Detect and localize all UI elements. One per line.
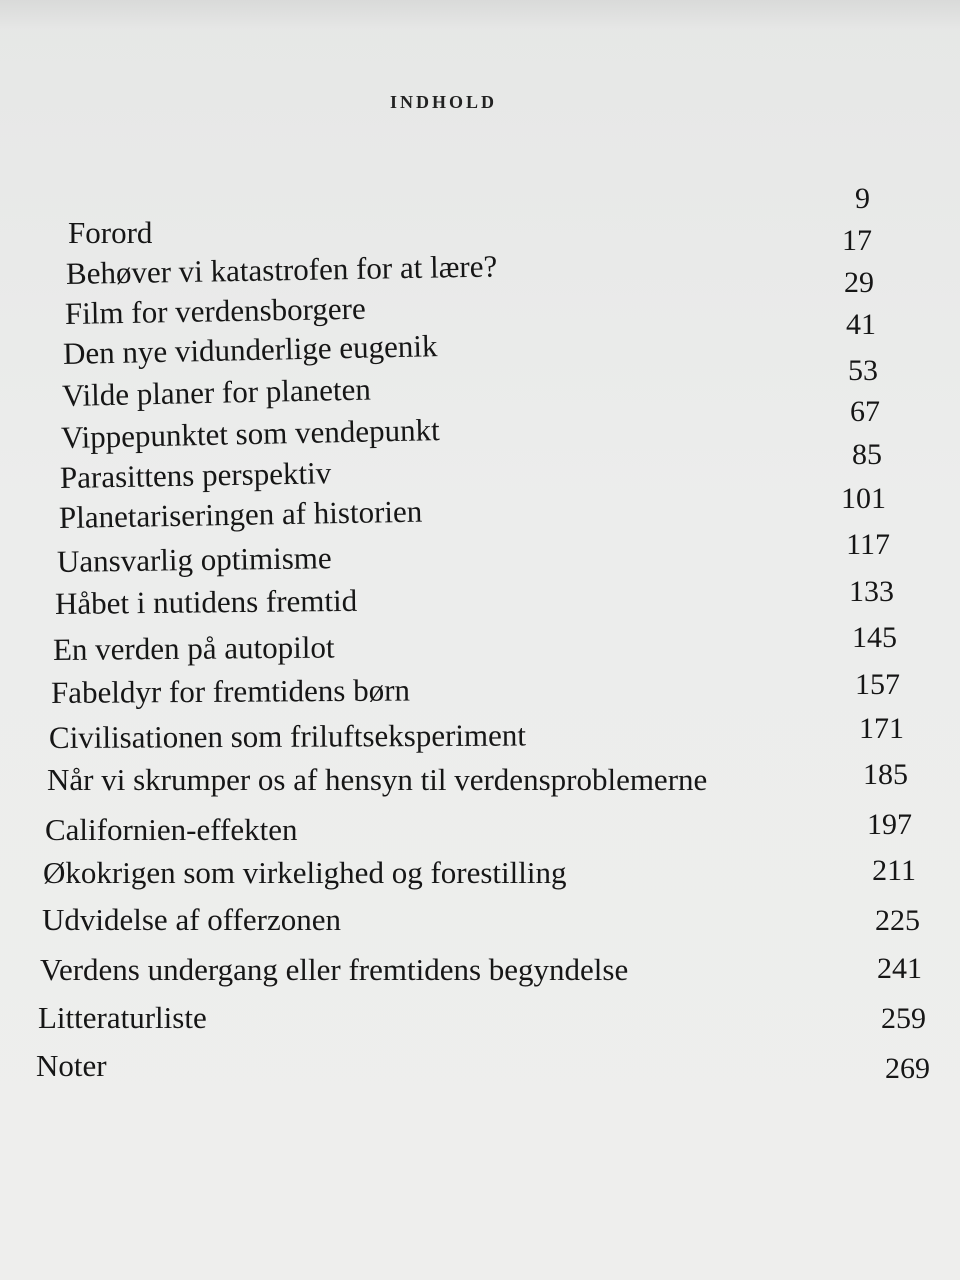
toc-entry-title: Den nye vidunderlige eugenik: [62, 328, 438, 371]
toc-entry-title: Vilde planer for planeten: [61, 371, 372, 413]
toc-entry-page: 17: [842, 224, 872, 257]
toc-entry-title: Vippepunktet som vendepunkt: [60, 412, 440, 455]
toc-entry-page: 53: [848, 354, 878, 387]
toc-entry-page: 269: [885, 1052, 930, 1085]
toc-entry-title: Udvidelse af offerzonen: [42, 902, 341, 937]
toc-entry-title: Litteraturliste: [38, 1000, 207, 1035]
toc-entry-title: Fabeldyr for fremtidens børn: [50, 672, 411, 710]
toc-entry-page: 225: [875, 904, 920, 937]
toc-entry-title: Parasittens perspektiv: [59, 455, 332, 495]
toc-entry-page: 197: [867, 808, 912, 841]
toc-entry-page: 41: [846, 308, 876, 341]
page-heading: INDHOLD: [390, 92, 498, 112]
toc-entry-page: 133: [849, 575, 894, 608]
toc-entry-title: Film for verdensborgere: [64, 290, 367, 331]
toc-entry-page: 241: [877, 952, 922, 985]
toc-entry-page: 101: [841, 482, 886, 515]
toc-entry-page: 117: [846, 528, 890, 561]
toc-entry-title: Uansvarlig optimisme: [56, 540, 332, 579]
toc-entry-title: Civilisationen som friluftseksperiment: [48, 717, 527, 755]
toc-entry-title: Planetariseringen af historien: [58, 493, 423, 535]
toc-entry-page: 185: [863, 758, 908, 791]
toc-entry-page: 171: [859, 712, 904, 745]
toc-entry-title: En verden på autopilot: [52, 629, 335, 667]
toc-entry-title: Behøver vi katastrofen for at lære?: [65, 248, 498, 291]
toc-entry-title: Verdens undergang eller fremtidens begyndelse: [40, 952, 629, 987]
toc-entry-title: Forord: [68, 215, 153, 250]
toc-entry-title: Når vi skrumper os af hensyn til verdensproblemerne: [47, 762, 708, 797]
toc-entry-page: 145: [852, 621, 897, 654]
toc-entry-page: 157: [855, 668, 900, 701]
toc-entry-page: 85: [852, 438, 882, 471]
toc-entry-page: 211: [872, 854, 916, 887]
first-page-number: 9: [855, 182, 870, 215]
toc-entry-title: Californien-effekten: [45, 812, 298, 847]
toc-entry-title: Håbet i nutidens fremtid: [54, 582, 358, 621]
toc-entry-page: 29: [844, 266, 874, 299]
toc-entry-page: 67: [850, 395, 880, 428]
toc-entry-title: Økokrigen som virkelighed og forestilling: [43, 855, 567, 890]
toc-entry-page: 259: [881, 1002, 926, 1035]
toc-entry-title: Noter: [36, 1048, 107, 1083]
